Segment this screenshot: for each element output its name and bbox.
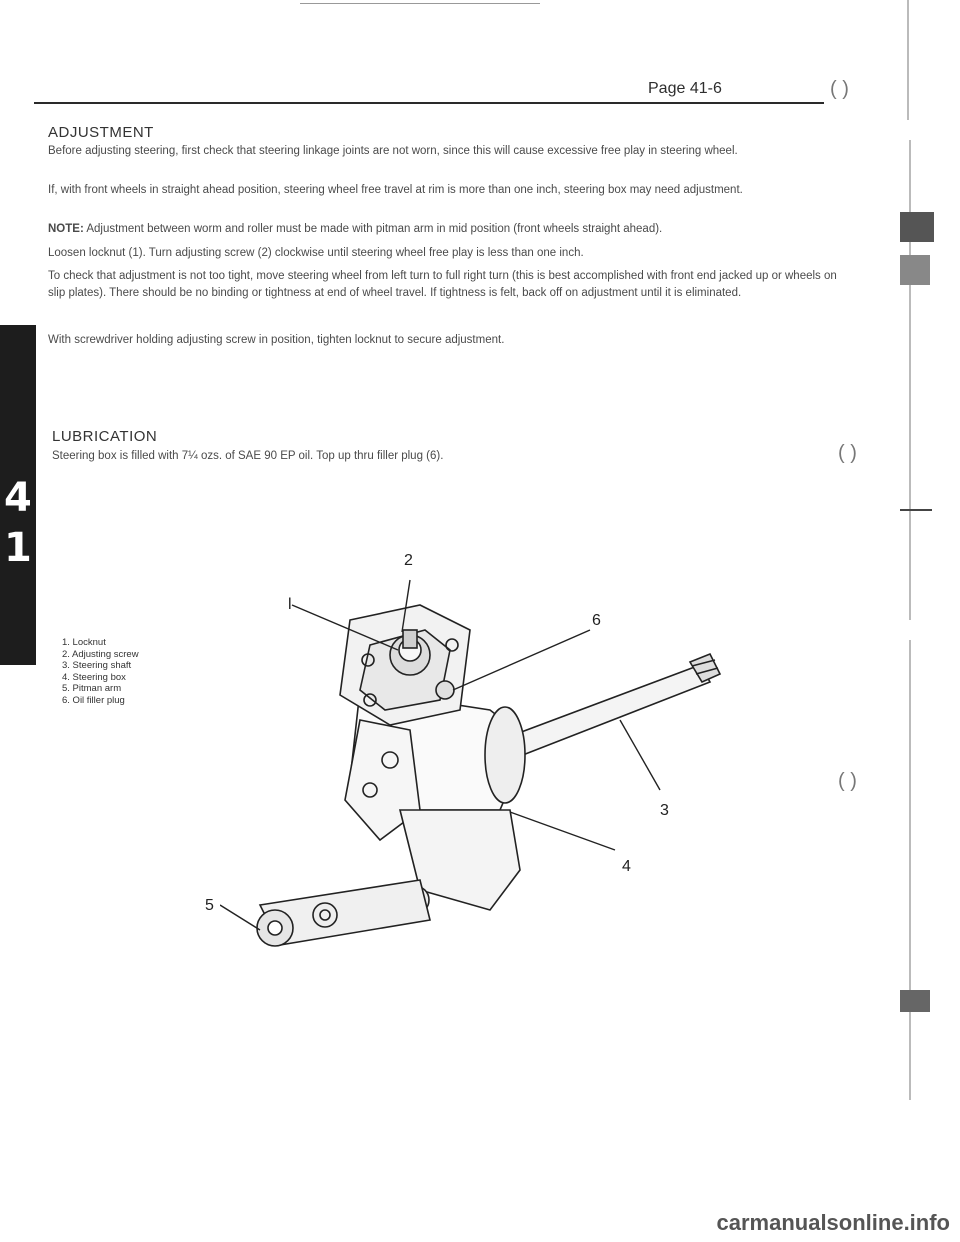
- legend-item: 2. Adjusting screw: [62, 648, 139, 660]
- callout-5: 5: [205, 897, 214, 914]
- callout-2: 2: [404, 552, 413, 569]
- paragraph-3: Loosen locknut (1). Turn adjusting screw (2) clockwise until steering wheel free play is less than one inch.: [48, 247, 584, 259]
- section-heading-lubrication: LUBRICATION: [52, 428, 158, 445]
- callout-3: 3: [660, 802, 669, 819]
- legend-item: 5. Pitman arm: [62, 683, 122, 694]
- section-heading-adjustment: ADJUSTMENT: [48, 124, 154, 141]
- tab-digit-2: 1: [4, 525, 32, 571]
- lubrication-text: Steering box is filled with 7¼ ozs. of SAE 90 EP oil. Top up thru filler plug (6).: [52, 450, 444, 462]
- page-number: Page 41-6: [648, 80, 722, 97]
- legend-item: 6. Oil filler plug: [62, 694, 125, 706]
- callout-1: l: [288, 596, 292, 613]
- binder-hole-icon: ( ): [838, 442, 857, 464]
- paragraph-1: Before adjusting steering, first check that steering linkage joints are not worn, since this will cause excessive free play in steering wheel.: [48, 145, 738, 157]
- callout-6: 6: [592, 612, 601, 629]
- paragraph-2: If, with front wheels in straight ahead position, steering wheel free travel at rim is more than one inch, steering box may need adjustment.: [48, 184, 743, 196]
- legend-item: 4. Steering box: [62, 671, 126, 683]
- callout-4: 4: [622, 858, 631, 875]
- legend-item: 3. Steering shaft: [62, 660, 132, 671]
- note-paragraph: [48, 221, 838, 238]
- watermark: carmanualsonline.info: [716, 1210, 950, 1235]
- paragraph-4: To check that adjustment is not too tight, move steering wheel from left turn to full right turn (this is best accomplished with front end jacked up or wheels on slip plates). There should be no binding or tightness at end of wheel travel. If tightness is felt, back off on adjustment until it is eliminated.: [48, 270, 837, 299]
- binder-hole-icon: ( ): [838, 770, 857, 792]
- top-scan-line: [300, 3, 540, 4]
- legend-item: 1. Locknut: [62, 637, 106, 648]
- note-text: Adjustment between worm and roller must be made with pitman arm in mid position (front wheels straight ahead).: [83, 223, 663, 235]
- header-rule: [34, 102, 824, 104]
- note-label: NOTE:: [48, 223, 84, 235]
- tab-digit-1: 4: [4, 475, 32, 521]
- steering-box-illustration: [220, 550, 740, 980]
- section-tab: [0, 325, 36, 665]
- figure-legend: [62, 637, 139, 706]
- scan-margin-artifacts: [900, 0, 960, 1242]
- paragraph-5: With screwdriver holding adjusting screw in position, tighten locknut to secure adjustment.: [48, 334, 505, 346]
- binder-hole-icon: ( ): [830, 78, 849, 100]
